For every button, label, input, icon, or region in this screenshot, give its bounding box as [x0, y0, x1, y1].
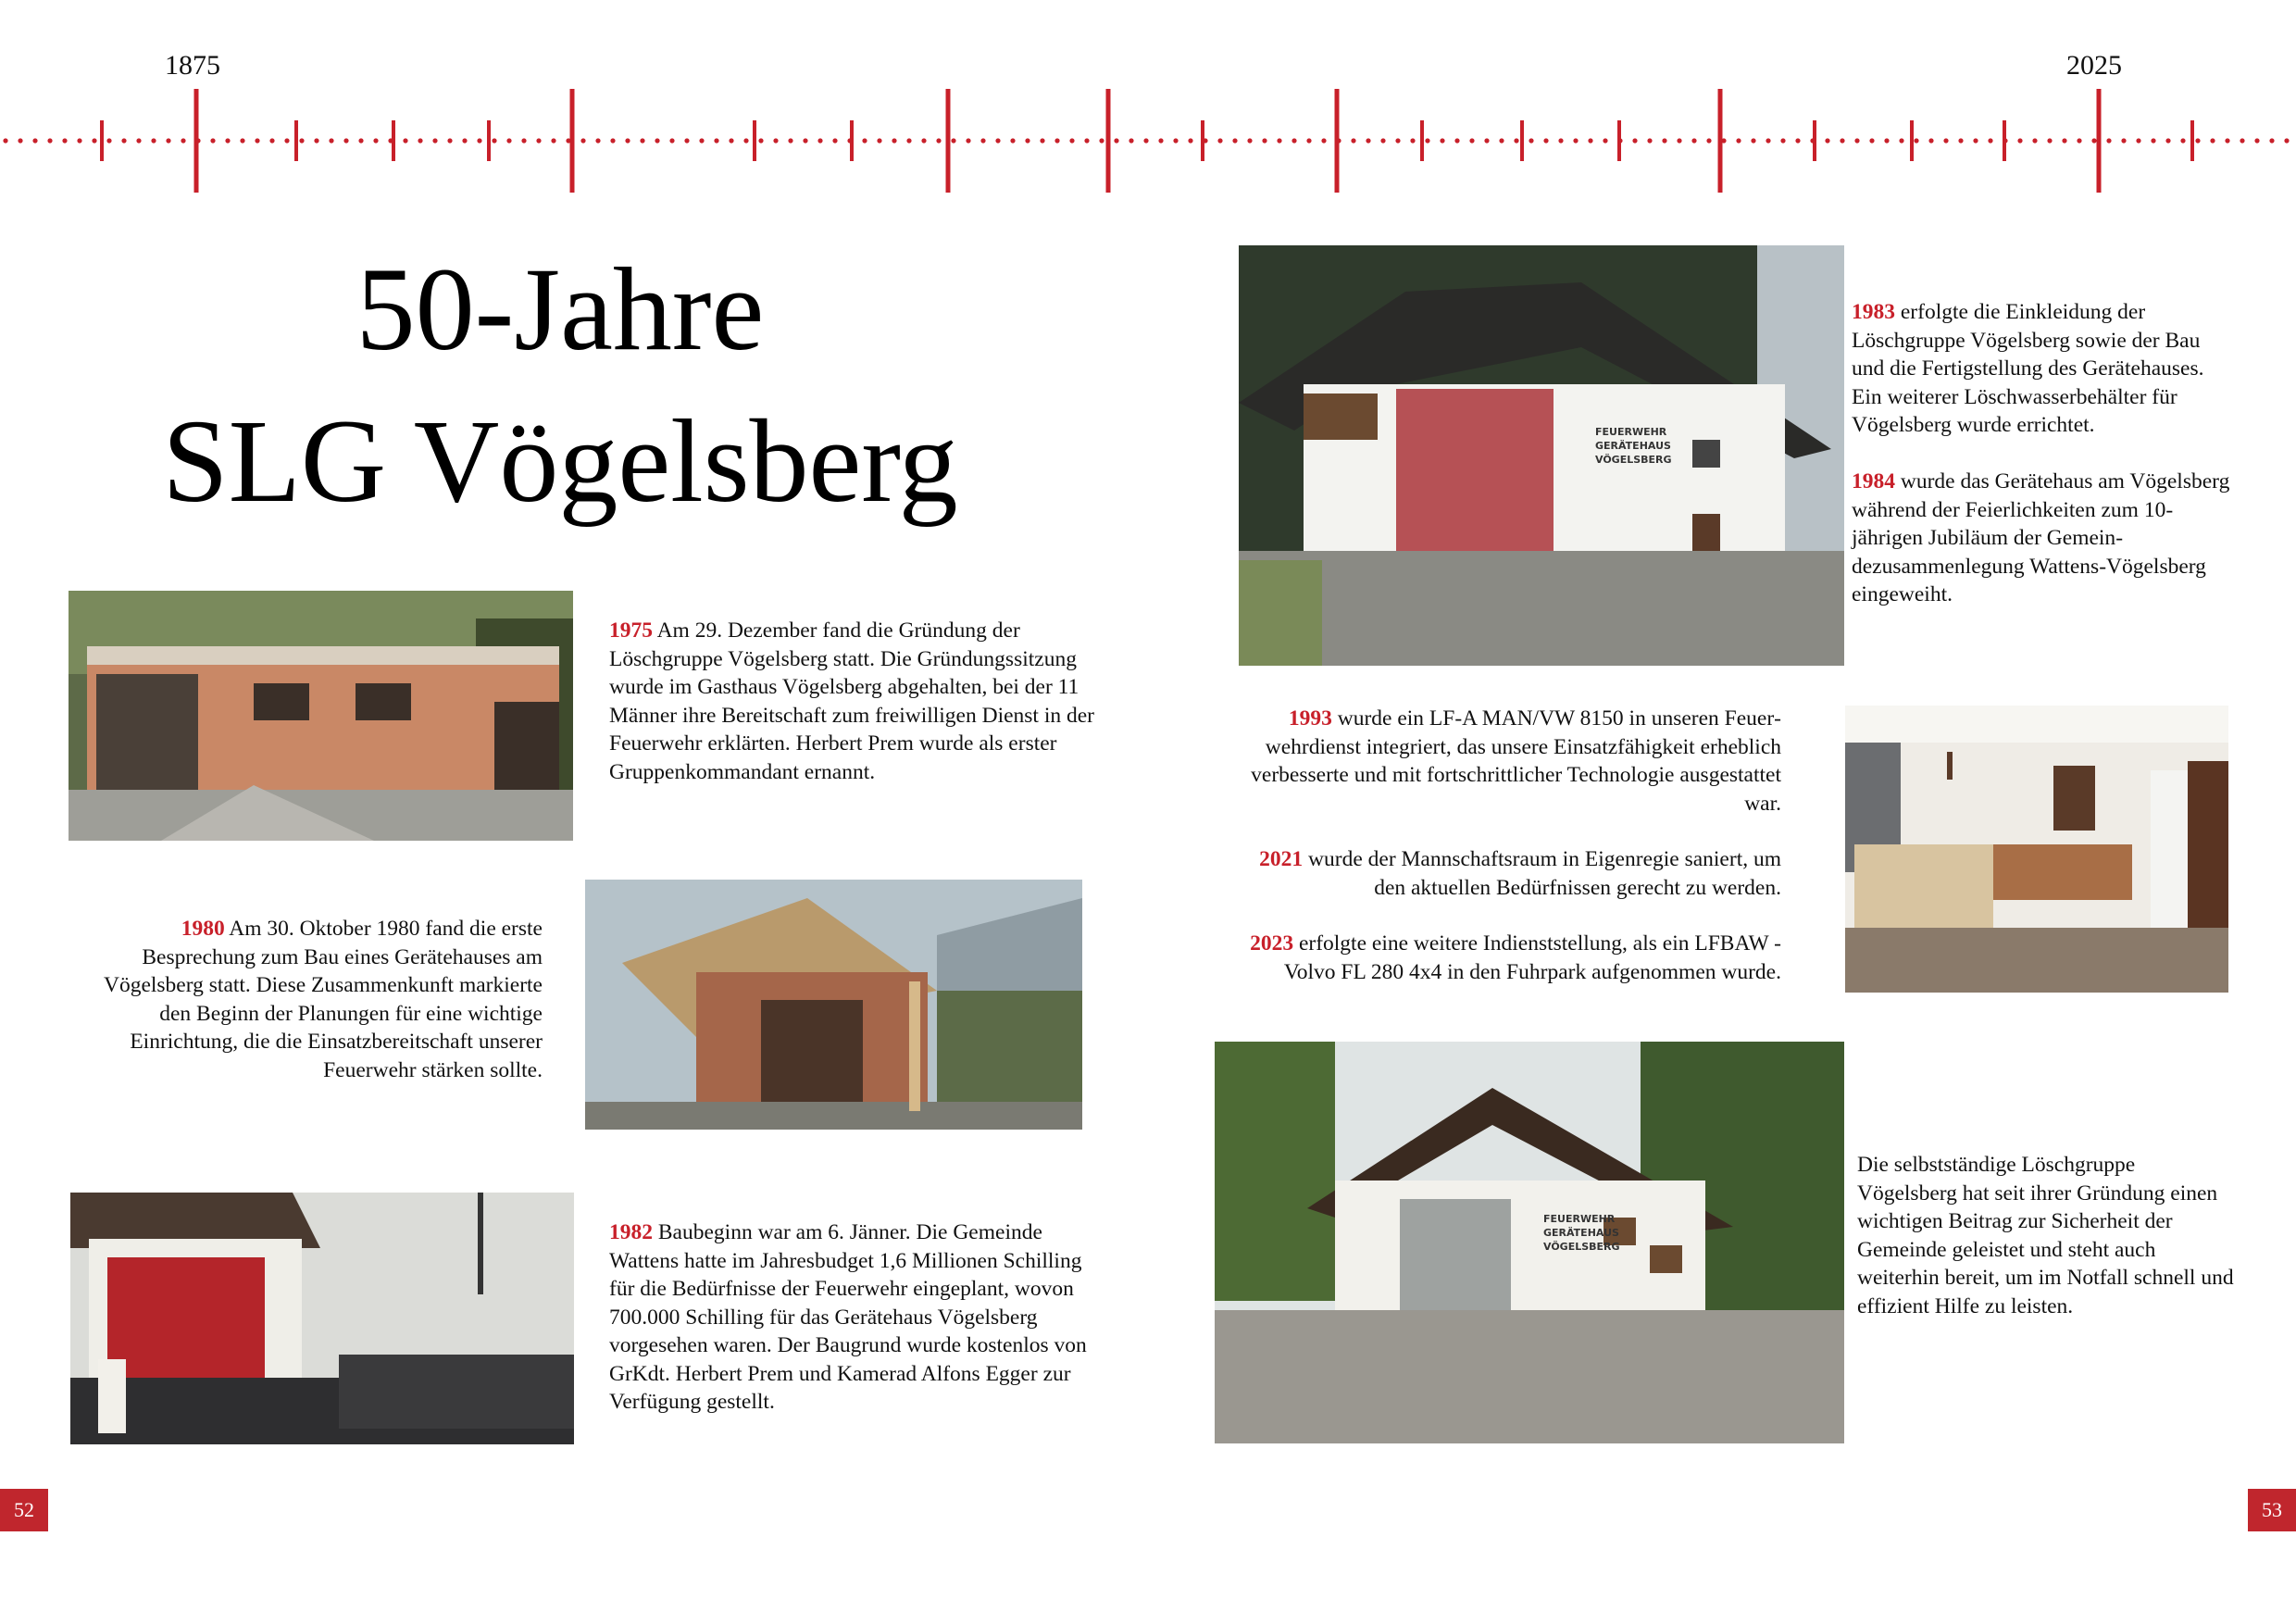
year-1983: 1983 — [1852, 300, 1895, 324]
page-number-right: 53 — [2248, 1489, 2296, 1531]
closing-paragraph: Die selbstständige Löschgruppe Vögelsberg hat seit ihrer Gründung einen wichtigen Beitrag zur Sicherheit der Gemeinde geleistet und steht auch weiterhin bereit, um im Notfall schnell und effizient Hilfe zu leisten. — [1857, 1153, 2234, 1318]
entry-1980-text: Am 30. Oktober 1980 fand die erste Besprechung zum Bau eines Gerätehauses am Vögelsberg statt. Diese Zusammenkunft markierte den Beginn der Planungen für eine wichtige Einrichtung, die die Einsatzbereitschaft unserer Feuerwehr stärken sollte. — [103, 917, 543, 1082]
timeline-major-tick — [570, 89, 575, 193]
timeline-end-year: 2025 — [2066, 50, 2122, 81]
sign-line-3: VÖGELSBERG — [1595, 454, 1672, 466]
sign-new-line-2: GERÄTEHAUS — [1543, 1227, 1619, 1239]
year-1993: 1993 — [1288, 706, 1332, 731]
sign-line-1: FEUERWEHR — [1595, 426, 1667, 438]
entry-1982 — [609, 1218, 1100, 1417]
timeline-start-year: 1875 — [165, 50, 220, 81]
entry-1975 — [609, 617, 1100, 786]
timeline-minor-tick — [753, 120, 756, 161]
timeline-major-tick — [1335, 89, 1340, 193]
timeline-minor-tick — [294, 120, 298, 161]
timeline-minor-tick — [1617, 120, 1621, 161]
entry-2023-text: erfolgte eine weitere Indienststellung, als ein LFBAW - Volvo FL 280 4x4 in den Fuhrpark aufgenommen wurde. — [1283, 931, 1781, 984]
sign-new-line-3: VÖGELSBERG — [1543, 1241, 1620, 1253]
year-1980: 1980 — [181, 917, 225, 941]
timeline-major-tick — [946, 89, 951, 193]
timeline-major-tick — [1718, 89, 1723, 193]
timeline-major-tick — [194, 89, 199, 193]
year-1975: 1975 — [609, 618, 653, 643]
entry-1983-text: erfolgte die Einkleidung der Löschgruppe Vögelsberg sowie der Bau und die Fertigstellung des Gerätehauses. Ein weiterer Löschwasserbehälter für Vögelsberg wurde errichtet. — [1852, 300, 2204, 437]
sign-new-line-1: FEUERWEHR — [1543, 1213, 1616, 1225]
entry-1980 — [69, 915, 543, 1084]
entry-2021-text: wurde der Mannschaftsraum in Eigenregie saniert, um den aktuellen Bedürfnissen gerecht zu werden. — [1303, 847, 1781, 900]
page-number-left: 52 — [0, 1489, 48, 1531]
photo-construction-1975 — [69, 591, 573, 841]
timeline-minor-tick — [850, 120, 854, 161]
timeline-minor-tick — [1910, 120, 1914, 161]
sign-line-2: GERÄTEHAUS — [1595, 440, 1671, 452]
entry-1993 — [1231, 705, 1781, 818]
year-1982: 1982 — [609, 1220, 653, 1244]
entry-1984 — [1852, 468, 2231, 609]
timeline — [0, 56, 2296, 204]
entry-1983 — [1852, 298, 2231, 440]
entry-2023 — [1231, 930, 1781, 986]
year-2021: 2021 — [1259, 847, 1304, 871]
timeline-minor-tick — [100, 120, 104, 161]
timeline-minor-tick — [392, 120, 395, 161]
timeline-major-tick — [2097, 89, 2102, 193]
photo-roof-framing — [585, 880, 1082, 1130]
entry-1975-text: Am 29. Dezember fand die Gründung der Löschgruppe Vögelsberg statt. Die Gründungssitzung wurde im Gasthaus Vögelsberg abgehalten, bei der 11 Männer ihre Bereitschaft zum freiwilligen Dienst in der Feuerwehr erklärten. Herbert Prem wurde als erster Gruppenkommandant ernannt. — [609, 618, 1094, 784]
timeline-minor-tick — [1420, 120, 1424, 161]
year-2023: 2023 — [1250, 931, 1294, 956]
photo-crew-room — [1845, 706, 2228, 993]
entry-1982-text: Baubeginn war am 6. Jänner. Die Gemeinde Wattens hatte im Jahresbudget 1,6 Millionen Schilling für die Bedürfnisse der Feuerwehr eingeplant, wovon 700.000 Schilling für das Gerätehaus Vögelsberg vorgesehen waren. Der Baugrund wurde kostenlos von GrKdt. Herbert Prem und Kamerad Alfons Egger zur Verfügung gestellt. — [609, 1220, 1087, 1414]
timeline-minor-tick — [1520, 120, 1524, 161]
photo-firehouse-old — [1239, 245, 1844, 666]
page-title — [37, 244, 1083, 527]
timeline-minor-tick — [487, 120, 491, 161]
photo-inauguration-ceremony — [70, 1193, 574, 1444]
title-line-2: SLG Vögelsberg — [162, 395, 958, 527]
year-1984: 1984 — [1852, 469, 1895, 493]
timeline-major-tick — [1106, 89, 1111, 193]
entry-2021 — [1231, 845, 1781, 902]
timeline-minor-tick — [1201, 120, 1204, 161]
timeline-minor-tick — [1813, 120, 1816, 161]
title-line-1: 50-Jahre — [356, 244, 765, 375]
timeline-dotted-line — [3, 138, 2289, 143]
timeline-minor-tick — [2190, 120, 2194, 161]
photo-firehouse-new — [1215, 1042, 1844, 1443]
entry-1993-text: wurde ein LF-A MAN/VW 8150 in unseren Feuerwehrdienst integriert, das unsere Einsatzfähigkeit erheblich verbesserte und mit fortschrittlicher Technologie ausgestattet war. — [1251, 706, 1781, 816]
entry-1984-text: wurde das Gerätehaus am Vögelsberg während der Feierlichkeiten zum 10-jährigen Jubiläum der Gemeindezusammenlegung Wattens-Vögelsberg eingeweiht. — [1852, 469, 2230, 606]
timeline-minor-tick — [2003, 120, 2006, 161]
